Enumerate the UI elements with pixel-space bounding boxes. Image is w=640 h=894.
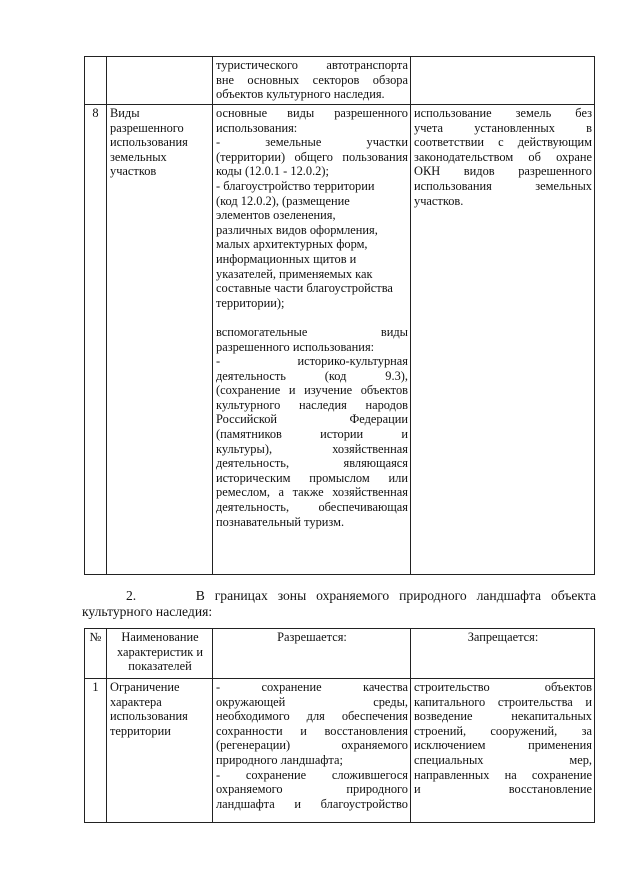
header-name [107,629,213,679]
cell-forbidden [411,57,595,105]
text-line: информационных щитов и [216,251,357,266]
text-line: участков. [414,193,464,208]
text-line: вспомогательные виды [216,324,408,339]
text-line: культурного наследия народов [216,397,408,412]
header-allowed: Разрешается: [213,629,411,679]
text-line: малых архитектурных форм, [216,237,368,252]
text-line: территории); [216,295,285,310]
text-line: историческим промыслом или [216,470,408,485]
text-line: окружающей среды, [216,694,408,709]
text-line: сохранности и восстановления [216,723,408,738]
text-line: (код 12.0.2), (размещение [216,193,350,208]
text-line: деятельность, являющаяся [216,456,408,471]
cell-allowed [213,57,411,105]
text-line: территории [110,723,171,738]
text-line: элементов озеленения, [216,208,336,223]
text-line: природного ландшафта; [216,752,343,767]
text-line: - сохранение сложившегося [216,767,408,782]
characteristic-name [107,105,213,575]
text-line: деятельность (код 9.3), [216,368,408,383]
text-line: разрешенного [110,120,184,135]
row-number: 8 [85,105,107,575]
heading-line-2: культурного наследия: [82,604,213,619]
row-number: 1 [85,679,107,823]
text-line: (регенерации) охраняемого [216,738,408,753]
heading-text: В границах зоны охраняемого природного ландшафта объекта [195,588,596,603]
text-line: необходимого для обеспечения [216,709,408,724]
text-line: использование земель без [414,106,592,120]
text-line: использования земельных [414,178,592,193]
text-line: (памятников истории и [216,427,408,442]
text-line: учета установленных в [414,120,592,135]
text-line: законодательством об охране [414,149,592,164]
text-line: Виды [110,106,140,120]
text-line: исключением применения [414,738,592,753]
text-line: Наименование [121,630,199,644]
section-heading-2 [82,588,596,620]
text-line: характеристик и [116,644,204,659]
text-line: вне основных секторов обзора [216,72,408,87]
text-line: (сохранение и изучение объектов [216,383,408,398]
text-line: Российской Федерации [216,412,408,427]
header-forbidden: Запрещается: [411,629,595,679]
text-line: использования [110,709,188,724]
text-line: земельных [110,149,167,164]
text-line: - земельные участки [216,135,408,150]
allowed-uses [213,105,411,575]
table-row-1 [85,679,595,823]
text-line: основные виды разрешенного [216,106,408,120]
text-line: деятельность, обеспечивающая [216,500,408,515]
allowed-uses [213,679,411,823]
text-line: - сохранение качества [216,680,408,694]
text-line: познавательный туризм. [216,514,345,529]
text-line: туристического автотранспорта [216,58,408,72]
characteristic-name [107,679,213,823]
text-line: ремеслом, а также хозяйственная [216,485,408,500]
text-line: специальных мер, [414,752,592,767]
text-line: ОКН видов разрешенного [414,164,592,179]
text-line: охраняемого природного [216,782,408,797]
section-number: 2. [126,588,137,603]
table-row-8 [85,105,595,575]
text-line: культуры), хозяйственная [216,441,408,456]
text-line: Ограничение [110,680,180,694]
text-line: строительство объектов [414,680,592,694]
forbidden-uses [411,105,595,575]
heading-line-1 [82,588,596,604]
text-line: и восстановление [414,782,592,797]
text-line: соответствии с действующим [414,135,592,150]
text-line: направленных на сохранение [414,767,592,782]
text-line: характера [110,694,162,709]
text-line: строений, сооружений, за [414,723,592,738]
forbidden-uses [411,679,595,823]
text-line: (территории) общего пользования [216,149,408,164]
text-line: - историко-культурная [216,354,408,369]
text-line: ландшафта и благоустройство [216,796,408,811]
text-line: капитального строительства и [414,694,592,709]
text-line: объектов культурного наследия. [216,87,385,102]
text-line: использования [110,135,188,150]
header-num: № [85,629,107,679]
text-line: участков [110,164,157,179]
text-line: указателей, применяемых как [216,266,373,281]
text-line: использования: [216,120,298,135]
text-line: показателей [128,659,192,674]
cell-name [107,57,213,105]
restrictions-table-2 [84,628,595,823]
text-line: возведение некапитальных [414,709,592,724]
text-line: разрешенного использования: [216,339,375,354]
table-row-continuation [85,57,595,105]
text-line: различных видов оформления, [216,222,378,237]
table-header-row [85,629,595,679]
text-line: - благоустройство территории [216,178,375,193]
text-line: составные части благоустройства [216,281,393,296]
text-line: коды (12.0.1 - 12.0.2); [216,164,329,179]
cell-num [85,57,107,105]
restrictions-table-1 [84,56,595,575]
